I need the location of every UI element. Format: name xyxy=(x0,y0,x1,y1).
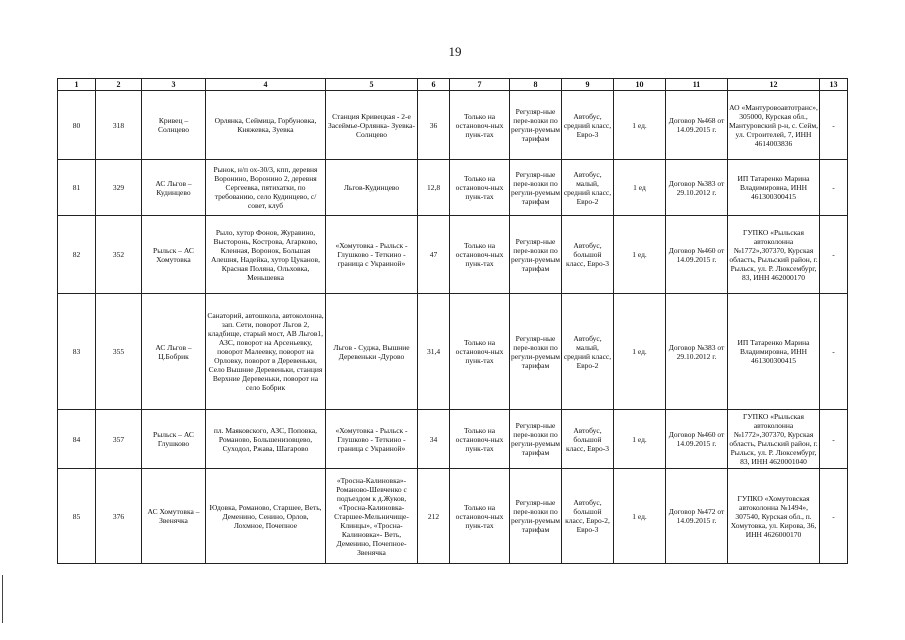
vehicle-class: Автобус, средний класс, Евро-3 xyxy=(562,91,614,160)
registration-number: 355 xyxy=(96,294,142,410)
carrier: ИП Татаренко Марина Владимировна, ИНН 461300300415 xyxy=(728,160,820,216)
route-streets: Льгов-Кудинцево xyxy=(326,160,418,216)
route-number: 84 xyxy=(58,410,96,469)
registration-number: 352 xyxy=(96,216,142,294)
note: - xyxy=(820,91,848,160)
boarding-order: Только на остановоч-ных пунк-тах xyxy=(450,160,510,216)
carrier: ГУПКО «Рыльская автоколонна №1772»,307370, Курская область, Рыльский район, г. Рыльск, ул. Р. Люксембург, 83, ИНН 462000170 xyxy=(728,216,820,294)
contract: Договор №468 от 14.09.2015 г. xyxy=(666,91,728,160)
route-number: 85 xyxy=(58,469,96,564)
route-length: 212 xyxy=(418,469,450,564)
table-row xyxy=(58,216,848,294)
boarding-order: Только на остановоч-ных пунк-тах xyxy=(450,410,510,469)
boarding-order: Только на остановоч-ных пунк-тах xyxy=(450,216,510,294)
margin-line xyxy=(2,575,3,623)
route-streets: «Хомутовка - Рыльск - Глушково - Теткино - граница с Украиной» xyxy=(326,410,418,469)
carrier: ГУПКО «Рыльская автоколонна №1772»,307370, Курская область, Рыльский район, г. Рыльск, ул. Р. Люксембург, 83, ИНН 4620001040 xyxy=(728,410,820,469)
route-number: 80 xyxy=(58,91,96,160)
note: - xyxy=(820,410,848,469)
route-name: Кривец – Солнцево xyxy=(142,91,206,160)
column-header: 1 xyxy=(58,79,96,91)
note: - xyxy=(820,469,848,564)
table-row xyxy=(58,469,848,564)
routes-table xyxy=(57,78,848,564)
registration-number: 357 xyxy=(96,410,142,469)
route-name: АС Льгов – Кудинцево xyxy=(142,160,206,216)
transport-type: Регуляр-ные пере-возки по регули-руемым тарифам xyxy=(510,410,562,469)
column-header: 3 xyxy=(142,79,206,91)
registration-number: 329 xyxy=(96,160,142,216)
contract: Договор №460 от 14.09.2015 г. xyxy=(666,216,728,294)
column-header: 8 xyxy=(510,79,562,91)
transport-type: Регуляр-ные пере-возки по регули-руемым тарифам xyxy=(510,91,562,160)
transport-type: Регуляр-ные пере-возки по регули-руемым тарифам xyxy=(510,294,562,410)
column-header: 11 xyxy=(666,79,728,91)
table-row xyxy=(58,294,848,410)
boarding-order: Только на остановоч-ных пунк-тах xyxy=(450,91,510,160)
column-header: 5 xyxy=(326,79,418,91)
route-streets: Льгов - Суджа, Вышние Деревеньки -Дурово xyxy=(326,294,418,410)
vehicle-class: Автобус, малый, средний класс, Евро-2 xyxy=(562,160,614,216)
route-number: 83 xyxy=(58,294,96,410)
route-name: АС Льгов – Ц.Бобрик xyxy=(142,294,206,410)
note: - xyxy=(820,160,848,216)
vehicle-class: Автобус, малый, средний класс, Евро-2 xyxy=(562,294,614,410)
column-header: 13 xyxy=(820,79,848,91)
registration-number: 318 xyxy=(96,91,142,160)
carrier: ИП Татаренко Марина Владимировна, ИНН 461300300415 xyxy=(728,294,820,410)
contract: Договор №383 от 29.10.2012 г. xyxy=(666,160,728,216)
route-number: 81 xyxy=(58,160,96,216)
vehicle-count: 1 ед. xyxy=(614,91,666,160)
route-stops: Санаторий, автошкола, автоколонна, зап. Сети, поворот Льгов 2, кладбище, старый мост, АВ Льгов1, АЗС, поворот на Арсеньевку, поворот Малеевку, поворот на Орловку, поворот в Деревеньки, Село Вышние Деревеньки, станция Верхние Деревеньки, поворот на село Бобрик xyxy=(206,294,326,410)
registration-number: 376 xyxy=(96,469,142,564)
boarding-order: Только на остановоч-ных пунк-тах xyxy=(450,294,510,410)
route-name: Рыльск – АС Глушково xyxy=(142,410,206,469)
vehicle-count: 1 ед. xyxy=(614,469,666,564)
note: - xyxy=(820,294,848,410)
table-row xyxy=(58,160,848,216)
route-stops: Орлянка, Сеймица, Горбуновка, Княжевка, Зуевка xyxy=(206,91,326,160)
vehicle-class: Автобус, большой класс, Евро-3 xyxy=(562,216,614,294)
route-name: Рыльск – АС Хомутовка xyxy=(142,216,206,294)
table-row xyxy=(58,91,848,160)
column-header: 9 xyxy=(562,79,614,91)
route-streets: Станция Кривецкая - 2-е Засеймье-Орлянка- Зуевка-Солнцево xyxy=(326,91,418,160)
contract: Договор №383 от 29.10.2012 г. xyxy=(666,294,728,410)
column-header: 2 xyxy=(96,79,142,91)
route-stops: Рынок, н/п ох-30/3, кпп, деревня Воронино, Воронино 2, деревня Сергеевка, пятихатки, по требованию, село Кудинцево, с/совет, клуб xyxy=(206,160,326,216)
boarding-order: Только на остановоч-ных пунк-тах xyxy=(450,469,510,564)
carrier: ГУПКО «Хомутовская автоколонна №1494», 307540, Курская обл., п. Хомутовка, ул. Кирова, 36, ИНН 4626000170 xyxy=(728,469,820,564)
column-header: 10 xyxy=(614,79,666,91)
vehicle-count: 1 ед. xyxy=(614,294,666,410)
vehicle-class: Автобус, большой класс, Евро-3 xyxy=(562,410,614,469)
vehicle-count: 1 ед. xyxy=(614,216,666,294)
route-length: 47 xyxy=(418,216,450,294)
transport-type: Регуляр-ные пере-возки по регули-руемым тарифам xyxy=(510,469,562,564)
vehicle-count: 1 ед. xyxy=(614,410,666,469)
route-stops: Юдовка, Романово, Старшее, Веть, Деменино, Сенино, Орлов, Лохмное, Почепное xyxy=(206,469,326,564)
transport-type: Регуляр-ные пере-возки по регули-руемым тарифам xyxy=(510,160,562,216)
page-number: 19 xyxy=(448,44,462,59)
vehicle-class: Автобус, большой класс, Евро-2, Евро-3 xyxy=(562,469,614,564)
route-length: 34 xyxy=(418,410,450,469)
route-stops: пл. Маяковского, АЗС, Поповка, Романово, Большенизовцево, Суходол, Ржава, Шагарово xyxy=(206,410,326,469)
column-header: 4 xyxy=(206,79,326,91)
route-length: 36 xyxy=(418,91,450,160)
route-length: 31,4 xyxy=(418,294,450,410)
column-header: 12 xyxy=(728,79,820,91)
route-streets: «Хомутовка - Рыльск - Глушково - Теткино - граница с Украиной» xyxy=(326,216,418,294)
route-number: 82 xyxy=(58,216,96,294)
contract: Договор №460 от 14.09.2015 г. xyxy=(666,410,728,469)
route-name: АС Хомутовка – Звенячка xyxy=(142,469,206,564)
header-row xyxy=(58,79,848,91)
table-row xyxy=(58,410,848,469)
contract: Договор №472 от 14.09.2015 г. xyxy=(666,469,728,564)
route-length: 12,8 xyxy=(418,160,450,216)
route-stops: Рыло, хутор Фонов, Журавино, Высторонь, Кострова, Агарково, Кленная, Воронок, Большая Алешня, Надейка, хутор Цуканов, Красная Поляна, Ольховка, Меньшевка xyxy=(206,216,326,294)
vehicle-count: 1 ед xyxy=(614,160,666,216)
column-header: 7 xyxy=(450,79,510,91)
carrier: АО «Мантуровоавтотранс», 305000, Курская обл., Мантуровский р-н, с. Сейм, ул. Строителей, 7, ИНН 4614003836 xyxy=(728,91,820,160)
transport-type: Регуляр-ные пере-возки по регули-руемым тарифам xyxy=(510,216,562,294)
note: - xyxy=(820,216,848,294)
route-streets: «Тросна-Калиновка»-Романово-Шевченко с подъездом к д.Жуков, «Тросна-Калиновка-Старшее-Мельничище-Клинцы», «Тросна-Калиновка»- Веть, Деменино, Почепное-Звенячка xyxy=(326,469,418,564)
column-header: 6 xyxy=(418,79,450,91)
